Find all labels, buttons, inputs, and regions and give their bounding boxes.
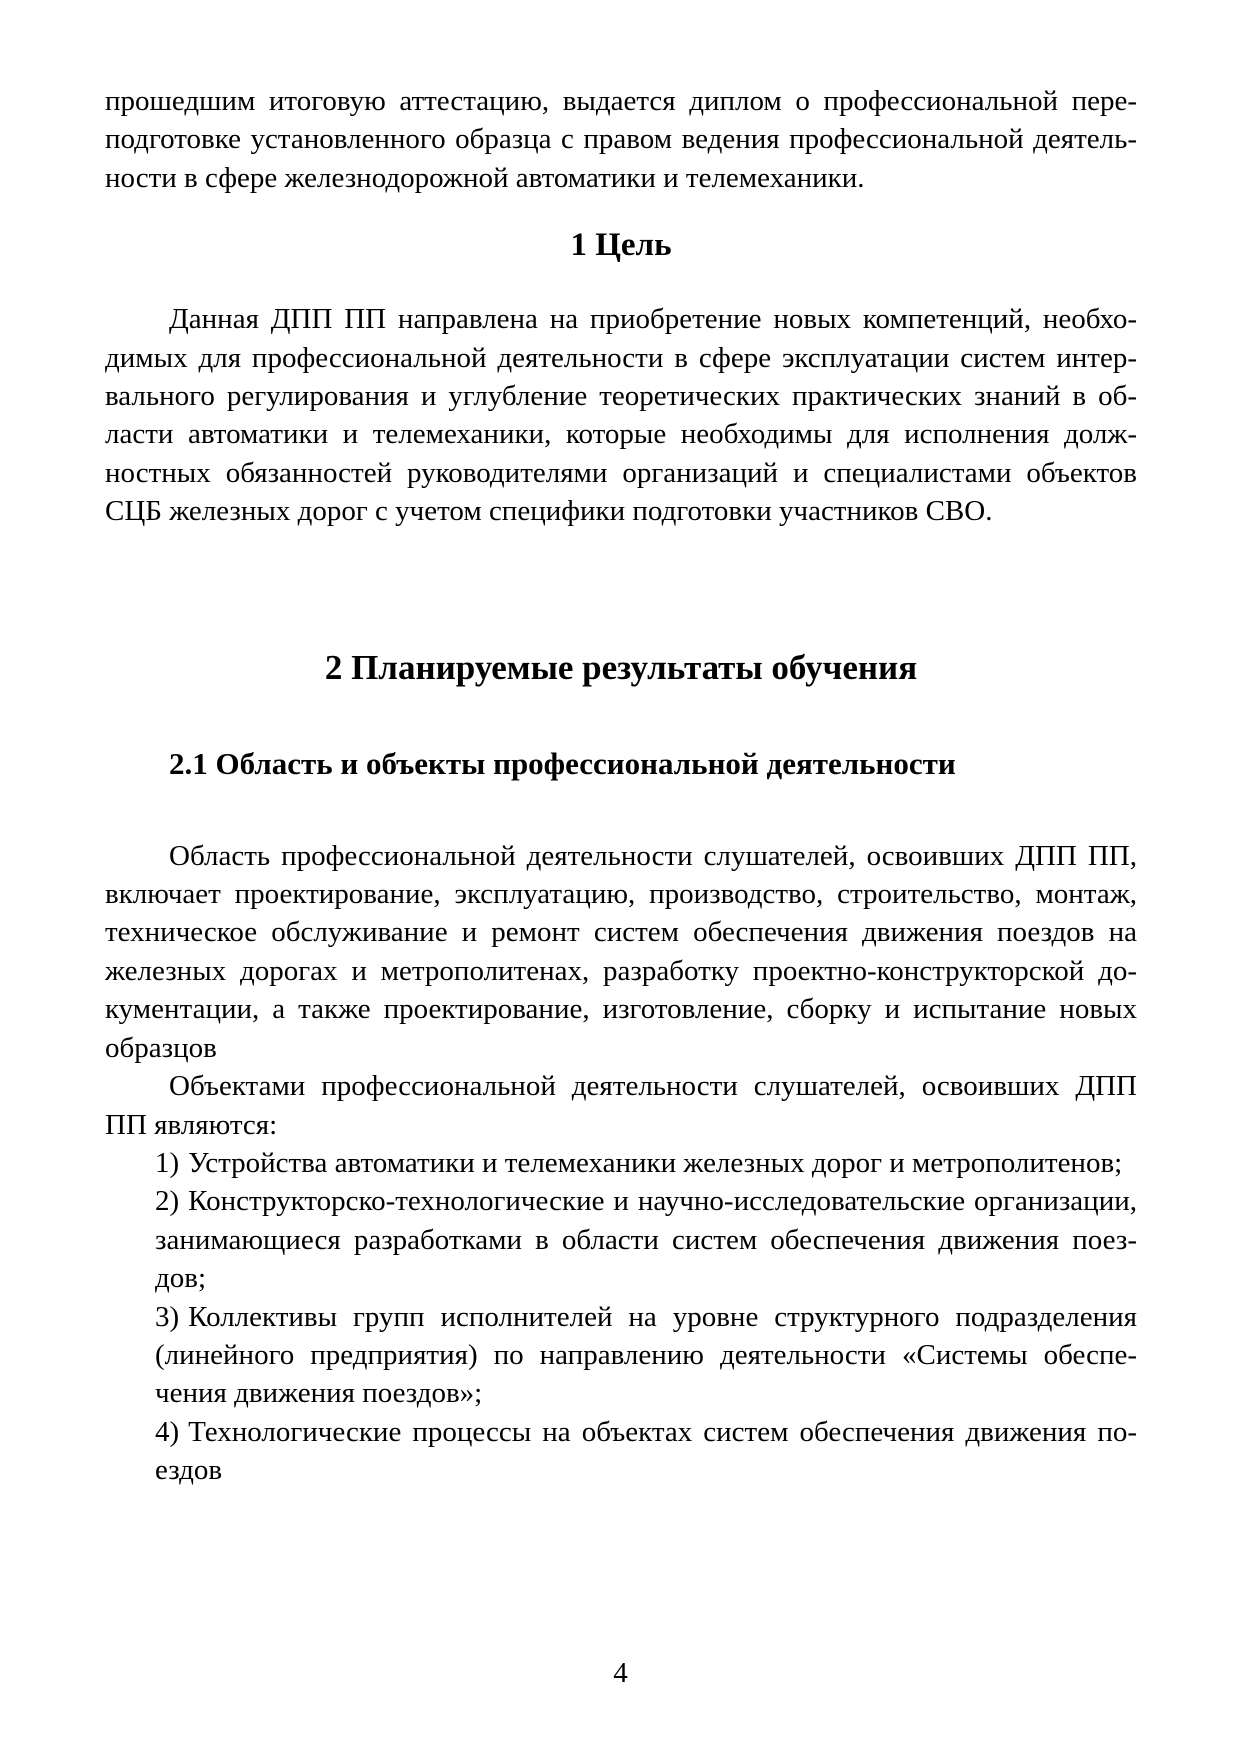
- text-line: дов;: [155, 1262, 207, 1295]
- text-line: (линейного предприятия) по направлению деятельности «Системы обеспе-: [155, 1338, 1137, 1371]
- list-item: [155, 1413, 1137, 1490]
- text-line: железных дорогах и метрополитенах, разработку проектно-конструкторской до-: [105, 954, 1137, 987]
- list-item: [155, 1182, 1137, 1297]
- text-line: Данная ДПП ПП направлена на приобретение новых компетенций, необхо-: [169, 303, 1137, 336]
- text-line: [155, 1144, 1137, 1182]
- list-item: [155, 1298, 1137, 1413]
- text-line: прошедшим итоговую аттестацию, выдается диплом о профессиональной пере-: [105, 85, 1137, 117]
- text-line: ностных обязанностей руководителями организаций и специалистами объектов: [105, 456, 1137, 489]
- subsection-heading-2-1: 2.1 Область и объекты профессиональной деятельности: [169, 745, 956, 781]
- text-line: [155, 1182, 1137, 1220]
- text-line: ности в сфере железнодорожной автоматики и телемеханики.: [105, 161, 865, 194]
- list-item-marker: 1): [155, 1146, 180, 1179]
- text-line: занимающиеся разработками в области систем обеспечения движения поез-: [155, 1223, 1137, 1256]
- paragraph-section1: [105, 300, 1137, 530]
- paragraph-area-of-activity: [105, 837, 1137, 1067]
- list-item-marker: 2): [155, 1185, 180, 1218]
- text-line: ездов: [155, 1454, 223, 1487]
- text-line: образцов: [105, 1031, 217, 1064]
- text-line: включает проектирование, эксплуатацию, производство, строительство, монтаж,: [105, 878, 1137, 911]
- paragraph-objects-of-activity: [105, 1067, 1137, 1144]
- text-line: СЦБ железных дорог с учетом специфики подготовки участников СВО.: [105, 495, 993, 528]
- text-line: Объектами профессиональной деятельности слушателей, освоивших ДПП: [169, 1070, 1137, 1103]
- section-heading-1: 1 Цель: [570, 227, 672, 264]
- list-item-marker: 3): [155, 1300, 180, 1333]
- text-line: ласти автоматики и телемеханики, которые необходимы для исполнения долж-: [105, 418, 1137, 451]
- text-line: вального регулирования и углубление теоретических практических знаний в об-: [105, 380, 1137, 413]
- list-item-marker: 4): [155, 1415, 180, 1448]
- text-line: подготовке установленного образца с правом ведения профессиональной деятель-: [105, 123, 1137, 156]
- list-item-text: Технологические процессы на объектах систем обеспечения движения по-: [188, 1415, 1137, 1448]
- section-heading-2: 2 Планируемые результаты обучения: [324, 647, 918, 687]
- list-item-text: Устройства автоматики и телемеханики железных дорог и метрополитенов;: [188, 1146, 1123, 1179]
- text-line: [155, 1298, 1137, 1336]
- list-item-text: Конструкторско-технологические и научно-исследовательские организации,: [188, 1185, 1137, 1218]
- text-line: [155, 1413, 1137, 1451]
- page-number: 4: [613, 1656, 628, 1689]
- text-line: чения движения поездов»;: [155, 1377, 483, 1410]
- paragraph-intro: [105, 82, 1137, 197]
- text-line: техническое обслуживание и ремонт систем обеспечения движения поездов на: [105, 916, 1137, 949]
- text-line: кументации, а также проектирование, изготовление, сборку и испытание новых: [105, 993, 1137, 1026]
- text-line: ПП являются:: [105, 1108, 278, 1141]
- text-line: димых для профессиональной деятельности в сфере эксплуатации систем интер-: [105, 341, 1137, 374]
- numbered-list: [105, 1144, 1137, 1490]
- text-line: Область профессиональной деятельности слушателей, освоивших ДПП ПП,: [169, 839, 1137, 872]
- list-item: [155, 1144, 1137, 1182]
- list-item-text: Коллективы групп исполнителей на уровне структурного подразделения: [188, 1300, 1137, 1333]
